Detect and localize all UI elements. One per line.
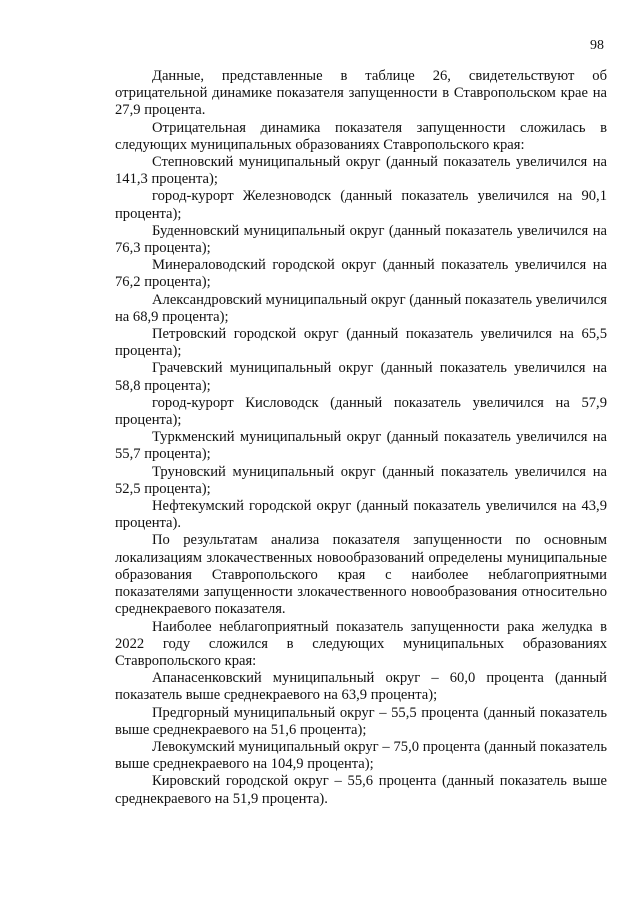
paragraph-stomach-cancer: Наиболее неблагоприятный показатель запущенности рака желудка в 2022 году сложился в следующих муниципальных образованиях Ставропольского края: [115, 618, 607, 669]
list-item-budennovsky: Буденновский муниципальный округ (данный показатель увеличился на 76,3 процента); [115, 222, 607, 257]
list-item-trunovsky: Труновский муниципальный округ (данный показатель увеличился на 52,5 процента); [115, 463, 607, 497]
page-number: 98 [590, 38, 604, 53]
list-item-kislovodsk: город-курорт Кисловодск (данный показатель увеличился на 57,9 процента); [115, 394, 607, 429]
list-item-neftekumsky: Нефтекумский городской округ (данный показатель увеличился на 43,9 процента). [115, 498, 607, 532]
paragraph-analysis-results: По результатам анализа показателя запущенности по основным локализациям злокачественных новообразований определены муниципальные образования Ставропольского края с наиболее неблагоприятными показателями запущенности злокачественного новообразования относительно среднекраевого показателя. [115, 532, 607, 618]
paragraph-intro: Данные, представленные в таблице 26, свидетельствуют об отрицательной динамике показателя запущенности в Ставропольском крае на 27,9 процента. [115, 68, 607, 119]
document-body [115, 68, 607, 808]
list-item-petrovsky: Петровский городской округ (данный показатель увеличился на 65,5 процента); [115, 326, 607, 360]
list-item-turkmensky: Туркменский муниципальный округ (данный показатель увеличился на 55,7 процента); [115, 429, 607, 463]
list-item-kirovsky: Кировский городской округ – 55,6 процента (данный показатель выше среднекраевого на 51,9 процента). [115, 773, 607, 807]
paragraph-negative-dynamics: Отрицательная динамика показателя запущенности сложилась в следующих муниципальных образованиях Ставропольского края: [115, 119, 607, 153]
list-item-levokumsky: Левокумский муниципальный округ – 75,0 процента (данный показатель выше среднекраевого на 104,9 процента); [115, 738, 607, 773]
list-item-stepnovsky: Степновский муниципальный округ (данный показатель увеличился на 141,3 процента); [115, 154, 607, 188]
list-item-predgorny: Предгорный муниципальный округ – 55,5 процента (данный показатель выше среднекраевого на 51,6 процента); [115, 704, 607, 738]
list-item-mineralovodsky: Минераловодский городской округ (данный показатель увеличился на 76,2 процента); [115, 257, 607, 291]
list-item-aleksandrovsky: Александровский муниципальный округ (данный показатель увеличился на 68,9 процента); [115, 291, 607, 325]
list-item-grachevsky: Грачевский муниципальный округ (данный показатель увеличился на 58,8 процента); [115, 360, 607, 394]
list-item-zheleznovodsk: город-курорт Железноводск (данный показатель увеличился на 90,1 процента); [115, 188, 607, 222]
list-item-apanasenkovsky: Апанасенковский муниципальный округ – 60,0 процента (данный показатель выше среднекраевого на 63,9 процента); [115, 670, 607, 704]
